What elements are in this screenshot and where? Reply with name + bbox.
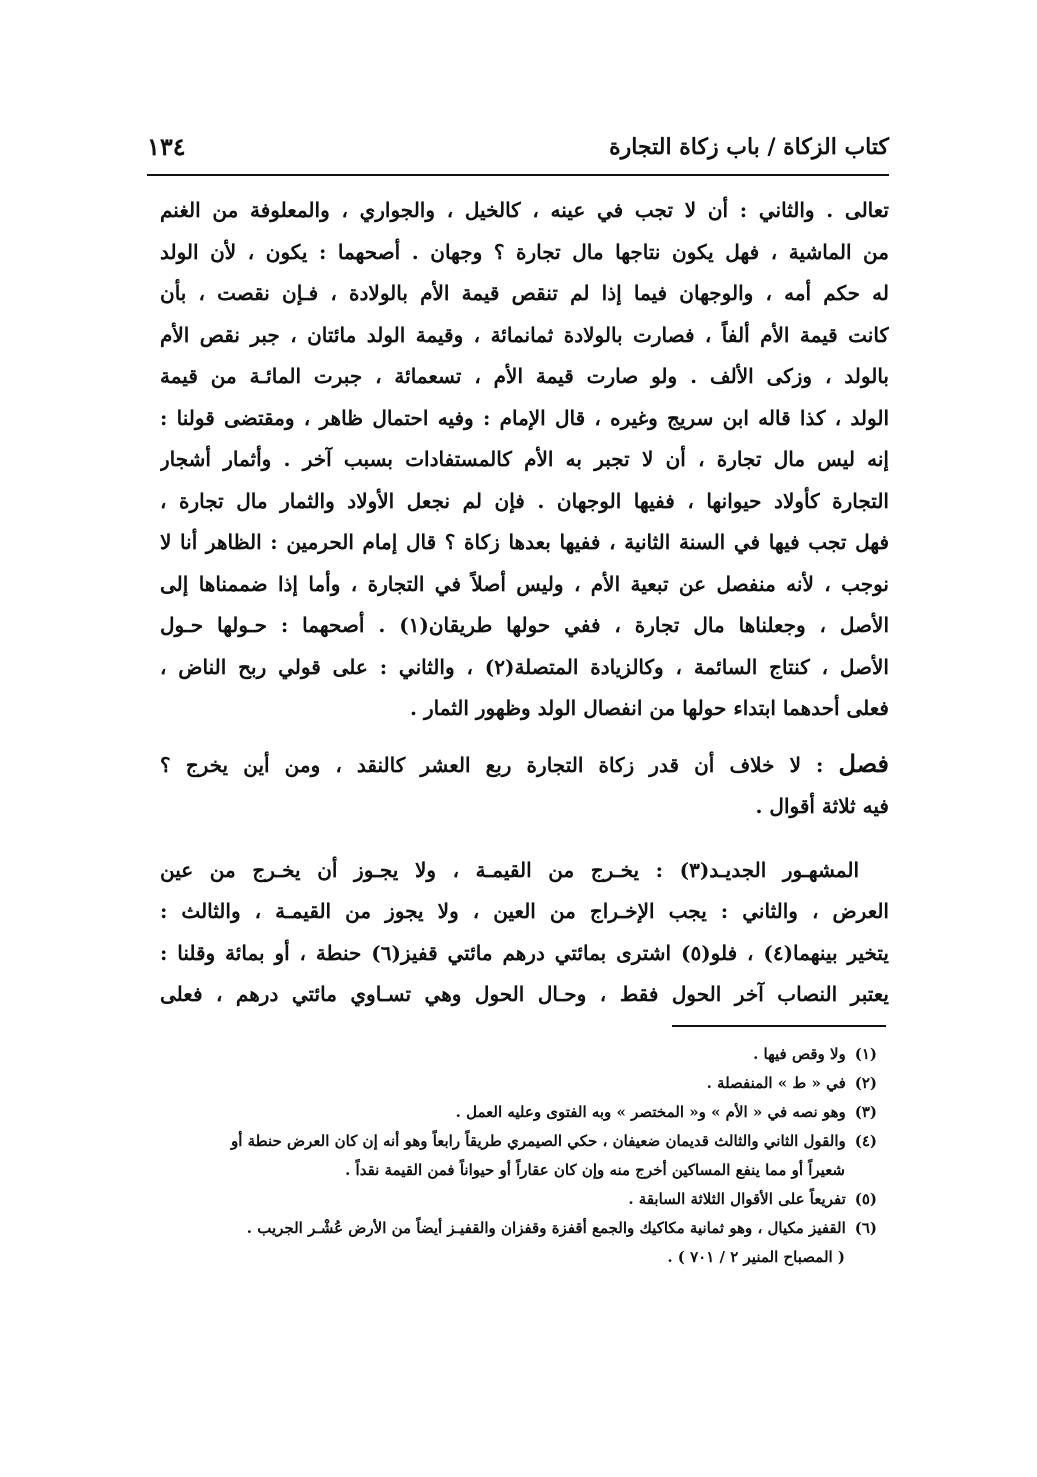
text-line: من الماشية ، فهل يكون نتاجها مال تجارة ؟ وجهان . أصحهما : يكون ، لأن الولد <box>160 239 889 264</box>
header-rule <box>147 174 889 176</box>
footnote <box>160 1127 889 1156</box>
footnote-text: وهو نصه في « الأم » و« المختصر » وبه الفتوى وعليه العمل . <box>455 1103 846 1121</box>
text-line: الأصل ، كنتاج السائمة ، وكالزيادة المتصلة(٢) ، والثاني : على قولي ربح الناض ، <box>160 654 889 679</box>
footnote-continuation: ( المصباح المنير ٢ / ٧٠١ ) . <box>667 1248 845 1266</box>
page-number: ١٣٤ <box>147 132 186 161</box>
footnote-number: (٥) <box>854 1190 877 1208</box>
footnote-text: ولا وقص فيها . <box>753 1045 846 1063</box>
footnote <box>160 1098 889 1127</box>
text-line: يعتبر النصاب آخر الحول فقط ، وحـال الحول وهي تسـاوي مائتي درهم ، فعلى <box>160 982 889 1006</box>
paragraph-3 <box>160 850 889 1016</box>
text-line: إنه ليس مال تجارة ، أن لا تجبر به الأم كالمستفادات بسبب آخر . وأثمار أشجار <box>160 447 889 471</box>
footnote-number: (٤) <box>854 1132 877 1150</box>
text-line: الأصل ، وجعلناها مال تجارة ، ففي حولها طريقان(١) . أصحهما : حـولها حـول <box>160 613 889 637</box>
text-line: تعالى . والثاني : أن لا تجب في عينه ، كالخيل ، والجواري ، والمعلوفة من الغنم <box>160 198 889 222</box>
footnote-number: (١) <box>854 1045 877 1063</box>
footnote-number: (٣) <box>854 1103 877 1121</box>
footnote-text: في « ط » المنفصلة . <box>706 1074 846 1092</box>
footnote-rule <box>672 1025 886 1027</box>
footnote-text: والقول الثاني والثالث قديمان ضعيفان ، حكي الصيمري طريقاً رابعاً وهو أنه إن كان العرض حنطة أو <box>231 1132 846 1150</box>
text-line: يتخير بينهما(٤) ، فلو(٥) اشترى بمائتي درهم مائتي قفيز(٦) حنطة ، أو بمائة وقلنا : <box>160 940 889 965</box>
footnote-continuation: شعيراً أو مما ينفع المساكين أخرج منه وإن كان عقاراً أو حيواناً فمن القيمة نقداً . <box>345 1161 845 1179</box>
footnote <box>160 1069 889 1098</box>
footnotes <box>160 1040 889 1272</box>
footnote <box>160 1040 889 1069</box>
footnote <box>160 1214 889 1243</box>
text-line: فيه ثلاثة أقوال . <box>755 794 889 818</box>
fasl-text: : لا خلاف أن قدر زكاة التجارة ربع العشر كالنقد ، ومن أين يخرج ؟ <box>160 752 839 777</box>
main-text <box>160 190 889 1016</box>
footnote-text: تفريعاً على الأقوال الثلاثة السابقة . <box>628 1190 846 1208</box>
text-line <box>160 743 889 787</box>
text-line: فهل تجب فيها في السنة الثانية ، ففيها بعدها زكاة ؟ قال إمام الحرمين : الظاهر أنا لا <box>160 530 889 554</box>
text-line: فعلى أحدهما ابتداء حولها من انفصال الولد وظهور الثمار . <box>410 696 889 720</box>
text-line: الولد ، كذا قاله ابن سريج وغيره ، قال الإمام : وفيه احتمال ظاهر ، ومقتضى قولنا : <box>160 405 889 430</box>
paragraph-fasl <box>160 743 889 828</box>
chapter-title: كتاب الزكاة / باب زكاة التجارة <box>609 134 889 160</box>
footnote <box>160 1185 889 1214</box>
text-line: له حكم أمه ، والوجهان فيما إذا لم تنقص قيمة الأم بالولادة ، فـإن نقصت ، بأن <box>160 281 889 305</box>
text-line: كانت قيمة الأم ألفاً ، فصارت بالولادة ثمانمائة ، وقيمة الولد مائتان ، جبر نقص الأم <box>160 322 889 347</box>
text-line: بالولد ، وزكى الألف . ولو صارت قيمة الأم ، تسعمائة ، جبرت المائـة من قيمة <box>160 364 889 388</box>
text-line: نوجب ، لأنه منفصل عن تبعية الأم ، وليس أصلاً في التجارة ، وأما إذا ضممناها إلى <box>160 571 889 596</box>
footnote-text: القفيز مكيال ، وهو ثمانية مكاكيك والجمع أقفزة وقفزان والقفيـز أيضاً من الأرض عُشْـر الجريب . <box>246 1219 846 1237</box>
text-line: التجارة كأولاد حيوانها ، ففيها الوجهان . فإن لم نجعل الأولاد والثمار مال تجارة ، <box>160 488 889 513</box>
footnote-number: (٦) <box>854 1219 877 1237</box>
footnote-number: (٢) <box>854 1074 877 1092</box>
running-header <box>147 130 889 170</box>
section-heading: فصل <box>838 748 889 778</box>
paragraph-1 <box>160 190 889 730</box>
text-line: المشهـور الجديـد(٣) : يخـرج من القيمـة ، ولا يجـوز أن يخـرج من عين <box>160 857 860 882</box>
text-line: العرض ، والثاني : يجب الإخـراج من العين ، ولا يجوز من القيمـة ، والثالث : <box>160 899 889 923</box>
